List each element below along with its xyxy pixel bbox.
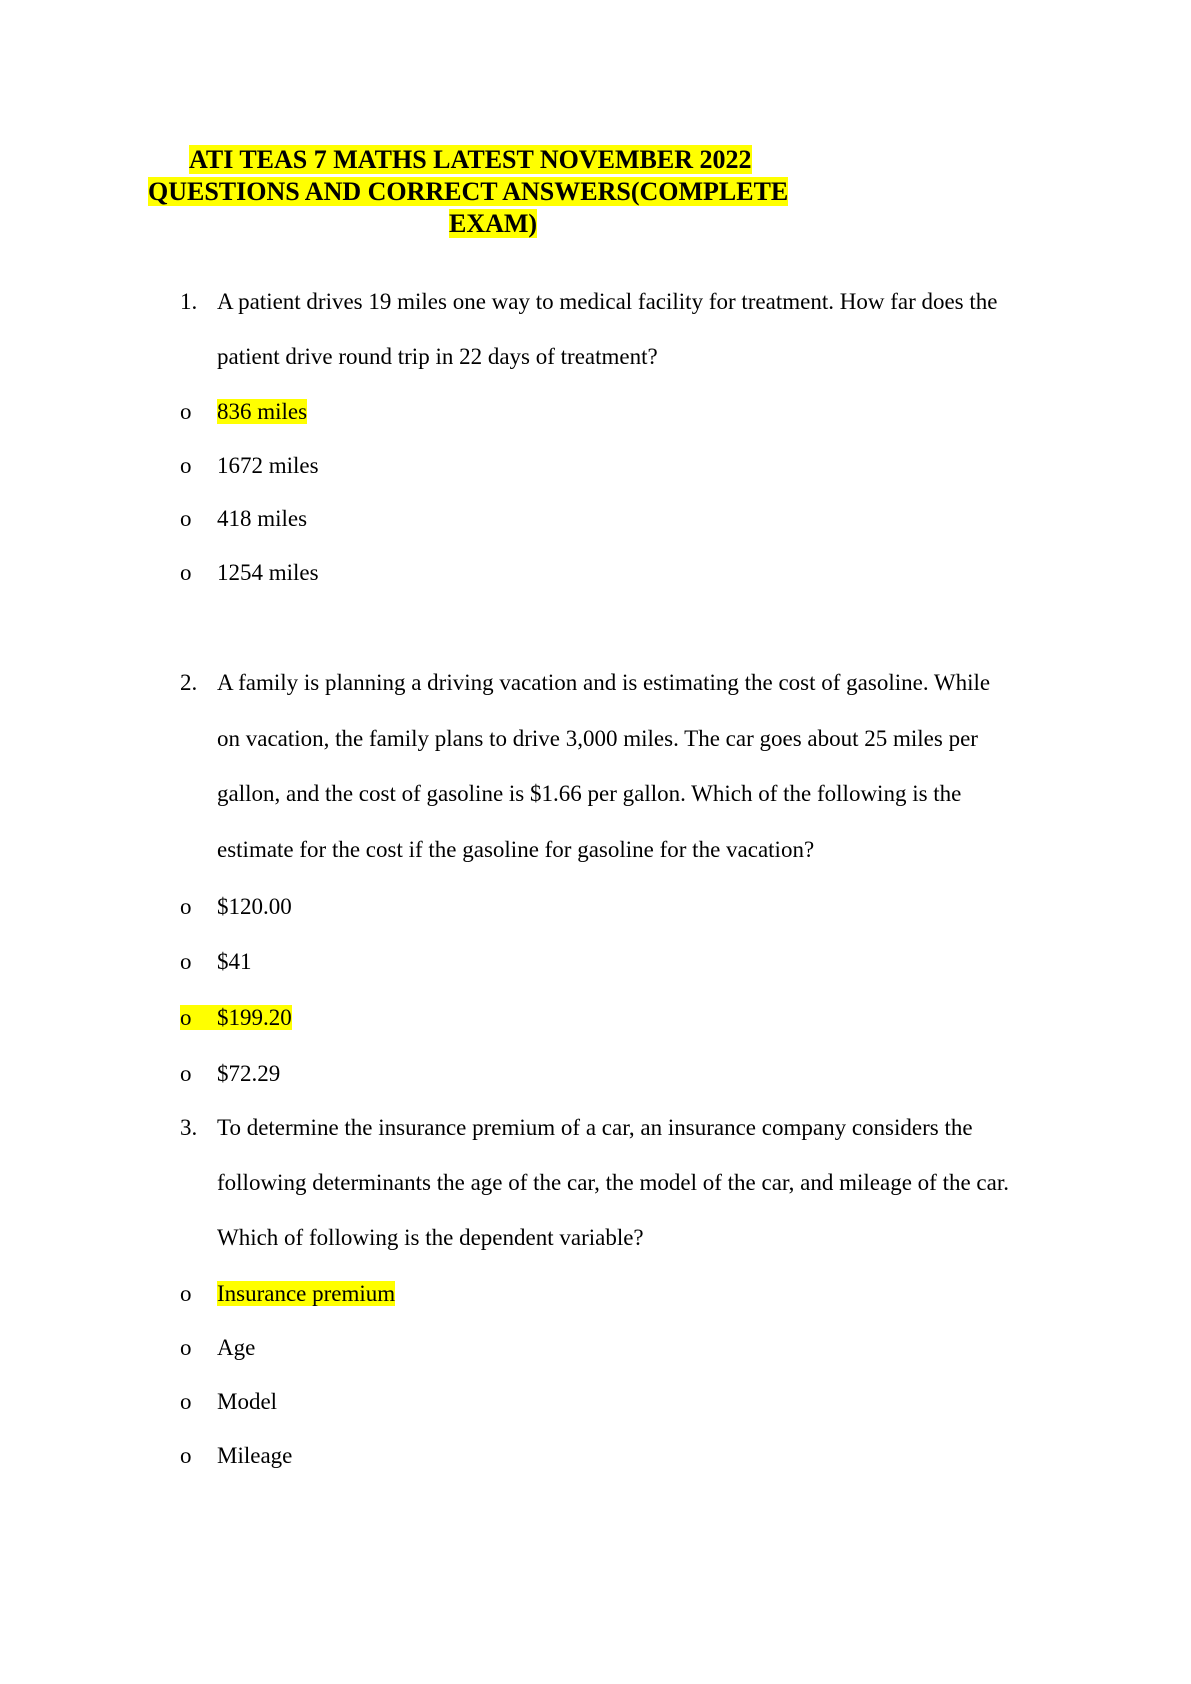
bullet-icon: o	[180, 894, 192, 919]
bullet-icon: o	[180, 1389, 192, 1414]
question-2-option-4	[180, 1059, 280, 1089]
bullet-icon: o	[180, 560, 192, 585]
option-label: Model	[217, 1389, 278, 1414]
highlighted-option	[180, 1005, 292, 1030]
option-label: $72.29	[217, 1061, 281, 1086]
question-1-text-line-1: A patient drives 19 miles one way to medical facility for treatment. How far does the	[217, 289, 998, 314]
question-2-text-line-1: A family is planning a driving vacation and is estimating the cost of gasoline. While	[217, 670, 991, 695]
question-1-option-4	[180, 558, 319, 588]
option-label: Mileage	[217, 1443, 293, 1468]
question-2-text-line-3: gallon, and the cost of gasoline is $1.66 per gallon. Which of the following is the	[217, 781, 962, 806]
question-3-text-line-2: following determinants the age of the car, the model of the car, and mileage of the car.	[217, 1170, 1009, 1195]
question-1-option-3	[180, 504, 307, 534]
option-label: $199.20	[217, 1005, 292, 1030]
question-3-option-2	[180, 1333, 255, 1363]
question-3-option-4	[180, 1441, 292, 1471]
bullet-icon: o	[180, 453, 192, 478]
option-label: 836 miles	[217, 399, 308, 424]
question-2-option-3	[180, 1003, 292, 1033]
question-2-text-line-4: estimate for the cost if the gasoline for gasoline for the vacation?	[217, 837, 815, 862]
question-1-text-line-2: patient drive round trip in 22 days of treatment?	[217, 344, 658, 369]
option-label: 418 miles	[217, 506, 308, 531]
option-label: $120.00	[217, 894, 292, 919]
question-1-option-1	[180, 397, 307, 427]
option-label: Age	[217, 1335, 256, 1360]
option-label: Insurance premium	[217, 1281, 396, 1306]
question-2-text-line-2: on vacation, the family plans to drive 3,000 miles. The car goes about 25 miles per	[217, 726, 978, 751]
document-title-line-1: ATI TEAS 7 MATHS LATEST NOVEMBER 2022	[189, 145, 752, 174]
bullet-icon: o	[180, 1443, 192, 1468]
bullet-icon: o	[180, 949, 192, 974]
option-label: $41	[217, 949, 252, 974]
bullet-icon: o	[180, 399, 192, 424]
question-2-number: 2.	[180, 670, 198, 695]
bullet-icon: o	[180, 1281, 192, 1306]
bullet-icon: o	[180, 1335, 192, 1360]
question-2-option-1	[180, 892, 292, 922]
document-title-line-3: EXAM)	[449, 209, 538, 238]
question-2-option-2	[180, 947, 252, 977]
question-1-option-2	[180, 451, 319, 481]
question-1-number: 1.	[180, 289, 198, 314]
question-3-option-1	[180, 1279, 395, 1309]
bullet-icon: o	[180, 1005, 192, 1030]
bullet-icon: o	[180, 506, 192, 531]
option-label: 1254 miles	[217, 560, 319, 585]
question-3-option-3	[180, 1387, 277, 1417]
option-label: 1672 miles	[217, 453, 319, 478]
question-3-text-line-3: Which of following is the dependent variable?	[217, 1225, 644, 1250]
document-title-line-2: QUESTIONS AND CORRECT ANSWERS(COMPLETE	[148, 177, 789, 206]
question-3-text-line-1: To determine the insurance premium of a car, an insurance company considers the	[217, 1115, 973, 1140]
bullet-icon: o	[180, 1061, 192, 1086]
question-3-number: 3.	[180, 1115, 198, 1140]
